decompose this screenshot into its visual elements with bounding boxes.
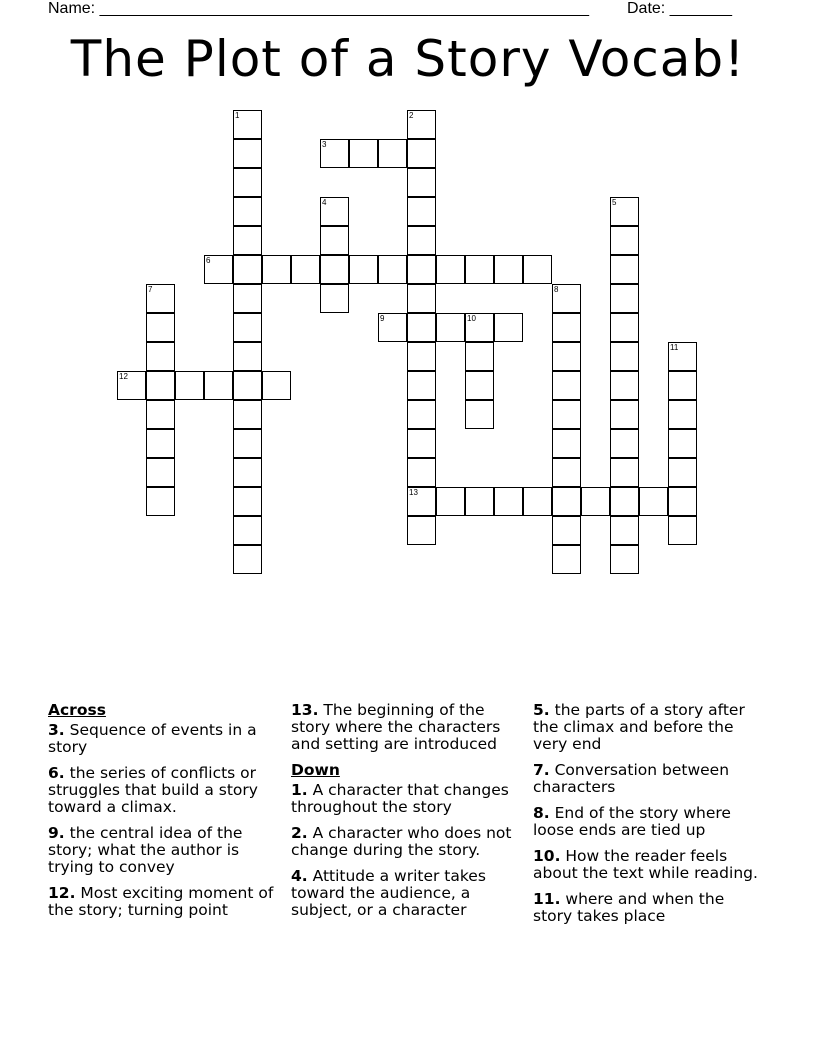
- grid-cell[interactable]: [610, 371, 639, 400]
- clue-across-13: 13. The beginning of the story where the characters and setting are introduced: [291, 701, 501, 753]
- grid-cell[interactable]: [668, 458, 697, 487]
- grid-cell[interactable]: [552, 400, 581, 429]
- grid-cell[interactable]: [610, 429, 639, 458]
- grid-cell[interactable]: [465, 313, 494, 342]
- grid-cell[interactable]: [349, 139, 378, 168]
- clue-number: 9: [380, 314, 385, 323]
- clue-down-5: 5. the parts of a story after the climax and before the very end: [533, 701, 745, 753]
- grid-cell[interactable]: [639, 487, 668, 516]
- clue-down-2: 2. A character who does not change during the story.: [291, 824, 512, 859]
- grid-cell[interactable]: [175, 371, 204, 400]
- grid-cell[interactable]: [465, 487, 494, 516]
- grid-cell[interactable]: [552, 429, 581, 458]
- grid-cell[interactable]: [233, 139, 262, 168]
- grid-cell[interactable]: [610, 487, 639, 516]
- grid-cell[interactable]: [146, 400, 175, 429]
- grid-cell[interactable]: [320, 284, 349, 313]
- grid-cell[interactable]: [610, 400, 639, 429]
- down-heading: Down: [291, 761, 340, 779]
- grid-cell[interactable]: [233, 371, 262, 400]
- grid-cell[interactable]: [233, 545, 262, 574]
- grid-cell[interactable]: [552, 458, 581, 487]
- grid-cell[interactable]: [320, 255, 349, 284]
- clues-column-1: [48, 702, 280, 928]
- grid-cell[interactable]: [378, 139, 407, 168]
- grid-cell[interactable]: [407, 197, 436, 226]
- grid-cell[interactable]: [407, 342, 436, 371]
- grid-cell[interactable]: [610, 255, 639, 284]
- across-heading: Across: [48, 701, 106, 719]
- grid-cell[interactable]: [320, 139, 349, 168]
- grid-cell[interactable]: [407, 458, 436, 487]
- grid-cell[interactable]: [494, 313, 523, 342]
- grid-cell[interactable]: [233, 284, 262, 313]
- grid-cell[interactable]: [668, 400, 697, 429]
- grid-cell[interactable]: [291, 255, 320, 284]
- page-title: The Plot of a Story Vocab!: [70, 30, 746, 88]
- clue-down-7: 7. Conversation between characters: [533, 761, 730, 796]
- grid-cell[interactable]: [117, 371, 146, 400]
- clue-number: 4: [322, 198, 327, 207]
- grid-cell[interactable]: [378, 255, 407, 284]
- clue-down-1: 1. A character that changes throughout the story: [291, 781, 509, 816]
- grid-cell[interactable]: [523, 487, 552, 516]
- grid-cell[interactable]: [233, 313, 262, 342]
- grid-cell[interactable]: [262, 255, 291, 284]
- grid-cell[interactable]: [436, 313, 465, 342]
- grid-cell[interactable]: [552, 371, 581, 400]
- grid-cell[interactable]: [233, 110, 262, 139]
- grid-cell[interactable]: [465, 255, 494, 284]
- clue-down-10: 10. How the reader feels about the text while reading.: [533, 847, 758, 882]
- grid-cell[interactable]: [407, 284, 436, 313]
- grid-cell[interactable]: [233, 400, 262, 429]
- grid-cell[interactable]: [552, 313, 581, 342]
- grid-cell[interactable]: [668, 429, 697, 458]
- grid-cell[interactable]: [233, 487, 262, 516]
- grid-cell[interactable]: [436, 487, 465, 516]
- grid-cell[interactable]: [233, 168, 262, 197]
- clue-number: 10: [467, 314, 476, 323]
- grid-cell[interactable]: [407, 226, 436, 255]
- clue-down-4: 4. Attitude a writer takes toward the audience, a subject, or a character: [291, 867, 486, 919]
- grid-cell[interactable]: [204, 255, 233, 284]
- clue-number: 12: [119, 372, 128, 381]
- grid-cell[interactable]: [146, 458, 175, 487]
- date-line: Date: _______: [627, 0, 732, 17]
- grid-cell[interactable]: [610, 284, 639, 313]
- grid-cell[interactable]: [610, 226, 639, 255]
- grid-cell[interactable]: [407, 487, 436, 516]
- grid-cell[interactable]: [465, 371, 494, 400]
- grid-cell[interactable]: [407, 255, 436, 284]
- grid-cell[interactable]: [204, 371, 233, 400]
- clue-number: 2: [409, 111, 414, 120]
- name-line: Name: _______________________________________________________: [48, 0, 589, 17]
- grid-cell[interactable]: [523, 255, 552, 284]
- grid-cell[interactable]: [233, 429, 262, 458]
- grid-cell[interactable]: [146, 284, 175, 313]
- grid-cell[interactable]: [494, 255, 523, 284]
- clue-number: 6: [206, 256, 211, 265]
- grid-cell[interactable]: [465, 400, 494, 429]
- grid-cell[interactable]: [146, 487, 175, 516]
- grid-cell[interactable]: [378, 313, 407, 342]
- clues-column-2: [291, 702, 523, 928]
- grid-cell[interactable]: [668, 487, 697, 516]
- clue-across-3: 3. Sequence of events in a story: [48, 721, 257, 756]
- grid-cell[interactable]: [407, 371, 436, 400]
- grid-cell[interactable]: [407, 400, 436, 429]
- grid-cell[interactable]: [668, 342, 697, 371]
- grid-cell[interactable]: [436, 255, 465, 284]
- grid-cell[interactable]: [233, 255, 262, 284]
- grid-cell[interactable]: [407, 313, 436, 342]
- grid-cell[interactable]: [465, 342, 494, 371]
- grid-cell[interactable]: [320, 226, 349, 255]
- clues-column-3: [533, 702, 765, 934]
- grid-cell[interactable]: [146, 342, 175, 371]
- clue-number: 8: [554, 285, 559, 294]
- grid-cell[interactable]: [146, 313, 175, 342]
- clue-number: 5: [612, 198, 617, 207]
- clue-across-6: 6. the series of conflicts or struggles that build a story toward a climax.: [48, 764, 258, 816]
- grid-cell[interactable]: [552, 516, 581, 545]
- grid-cell[interactable]: [320, 197, 349, 226]
- grid-cell[interactable]: [552, 284, 581, 313]
- grid-cell[interactable]: [233, 342, 262, 371]
- grid-cell[interactable]: [494, 487, 523, 516]
- grid-cell[interactable]: [552, 487, 581, 516]
- grid-cell[interactable]: [610, 545, 639, 574]
- clue-down-8: 8. End of the story where loose ends are tied up: [533, 804, 731, 839]
- clue-across-12: 12. Most exciting moment of the story; turning point: [48, 884, 274, 919]
- grid-cell[interactable]: [581, 487, 610, 516]
- grid-cell[interactable]: [233, 458, 262, 487]
- clue-number: 3: [322, 140, 327, 149]
- clue-across-9: 9. the central idea of the story; what the author is trying to convey: [48, 824, 243, 876]
- grid-cell[interactable]: [407, 110, 436, 139]
- grid-cell[interactable]: [146, 429, 175, 458]
- grid-cell[interactable]: [407, 139, 436, 168]
- grid-cell[interactable]: [668, 516, 697, 545]
- grid-cell[interactable]: [610, 516, 639, 545]
- clue-number: 13: [409, 488, 418, 497]
- grid-cell[interactable]: [552, 342, 581, 371]
- grid-cell[interactable]: [407, 168, 436, 197]
- grid-cell[interactable]: [610, 313, 639, 342]
- grid-cell[interactable]: [668, 371, 697, 400]
- clue-number: 7: [148, 285, 153, 294]
- grid-cell[interactable]: [610, 458, 639, 487]
- grid-cell[interactable]: [262, 371, 291, 400]
- grid-cell[interactable]: [233, 516, 262, 545]
- grid-cell[interactable]: [552, 545, 581, 574]
- grid-cell[interactable]: [610, 342, 639, 371]
- clue-number: 1: [235, 111, 240, 120]
- grid-cell[interactable]: [233, 226, 262, 255]
- grid-cell[interactable]: [407, 429, 436, 458]
- grid-cell[interactable]: [610, 197, 639, 226]
- grid-cell[interactable]: [146, 371, 175, 400]
- clue-down-11: 11. where and when the story takes place: [533, 890, 725, 925]
- grid-cell[interactable]: [233, 197, 262, 226]
- clue-number: 11: [670, 343, 679, 352]
- grid-cell[interactable]: [407, 516, 436, 545]
- grid-cell[interactable]: [349, 255, 378, 284]
